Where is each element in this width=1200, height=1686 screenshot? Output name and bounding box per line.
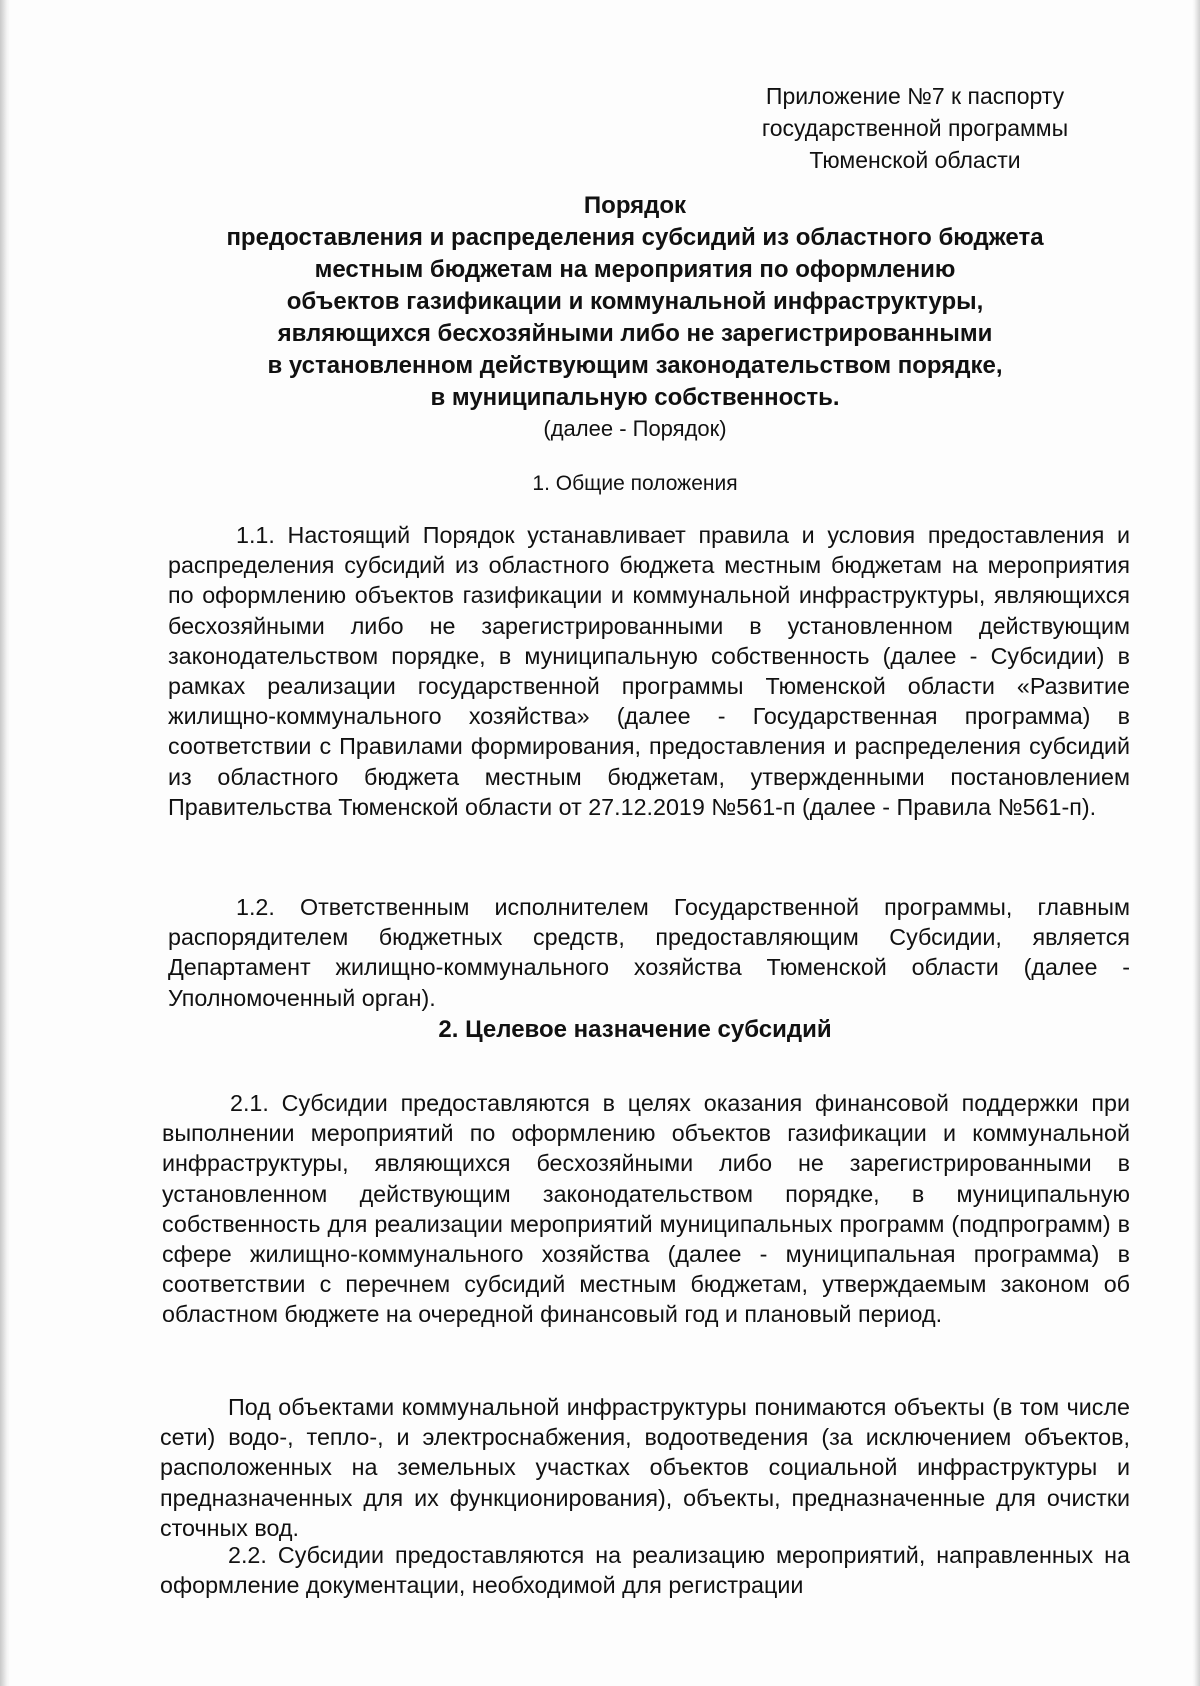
title-line: Порядок: [583, 192, 687, 219]
document-title: [170, 190, 1100, 444]
title-line: являющихся бесхозяйными либо не зарегистрированными: [277, 320, 993, 347]
appendix-line: Приложение №7 к паспорту: [765, 83, 1065, 109]
scan-edge-left: [0, 0, 10, 1686]
appendix-line: государственной программы: [761, 115, 1069, 141]
paragraph-2-1-definition: Под объектами коммунальной инфраструктуры понимаются объекты (в том числе сети) водо-, тепло-, и электроснабжения, водоотведения (за исключением объектов, расположенных на земельных участках объектов социальной инфраструктуры и предназначенных для их функционирования), объекты, предназначенные для очистки сточных вод.: [160, 1394, 1130, 1541]
title-line: предоставления и распределения субсидий из областного бюджета: [226, 224, 1044, 251]
paragraph-1-2: 1.2. Ответственным исполнителем Государственной программы, главным распорядителем бюджетных средств, предоставляющим Субсидии, является Департамент жилищно-коммунального хозяйства Тюменской области (далее - Уполномоченный орган).: [168, 894, 1130, 1011]
title-line: местным бюджетам на мероприятия по оформлению: [314, 256, 956, 283]
paragraph-1-1: 1.1. Настоящий Порядок устанавливает правила и условия предоставления и распределения субсидий из областного бюджета местным бюджетам на мероприятия по оформлению объектов газификации и коммунальной инфраструктуры, являющихся бесхозяйными либо не зарегистрированными в установленном действующим законодательством порядке, в муниципальную собственность (далее - Субсидии) в рамках реализации государственной программы Тюменской области «Развитие жилищно-коммунального хозяйства» (далее - Государственная программа) в соответствии с Правилами формирования, предоставления и распределения субсидий из областного бюджета местным бюджетам, утвержденными постановлением Правительства Тюменской области от 27.12.2019 №561-п (далее - Правила №561-п).: [168, 522, 1130, 820]
section-2-heading: 2. Целевое назначение субсидий: [438, 1016, 832, 1043]
title-line: в муниципальную собственность.: [430, 384, 840, 411]
title-line: объектов газификации и коммунальной инфраструктуры,: [286, 288, 984, 315]
scan-edge-right: [1192, 0, 1200, 1686]
paragraph-2-2: 2.2. Субсидии предоставляются на реализацию мероприятий, направленных на оформление документации, необходимой для регистрации: [160, 1542, 1130, 1599]
appendix-reference: [700, 80, 1130, 176]
title-line: в установленном действующим законодательством порядке,: [267, 352, 1003, 379]
section-1-heading: 1. Общие положения: [532, 472, 738, 495]
paragraph-2-1: 2.1. Субсидии предоставляются в целях оказания финансовой поддержки при выполнении мероприятий по оформлению объектов газификации и коммунальной инфраструктуры, являющихся бесхозяйными либо не зарегистрированными в установленном действующим законодательством порядке, в муниципальную собственность для реализации мероприятий муниципальных программ (подпрограмм) в сфере жилищно-коммунального хозяйства (далее - муниципальная программа) в соответствии с перечнем субсидий местным бюджетам, утверждаемым законом об областном бюджете на очередной финансовый год и плановый период.: [162, 1090, 1130, 1328]
appendix-line: Тюменской области: [809, 147, 1021, 173]
title-note: (далее - Порядок): [543, 416, 727, 441]
